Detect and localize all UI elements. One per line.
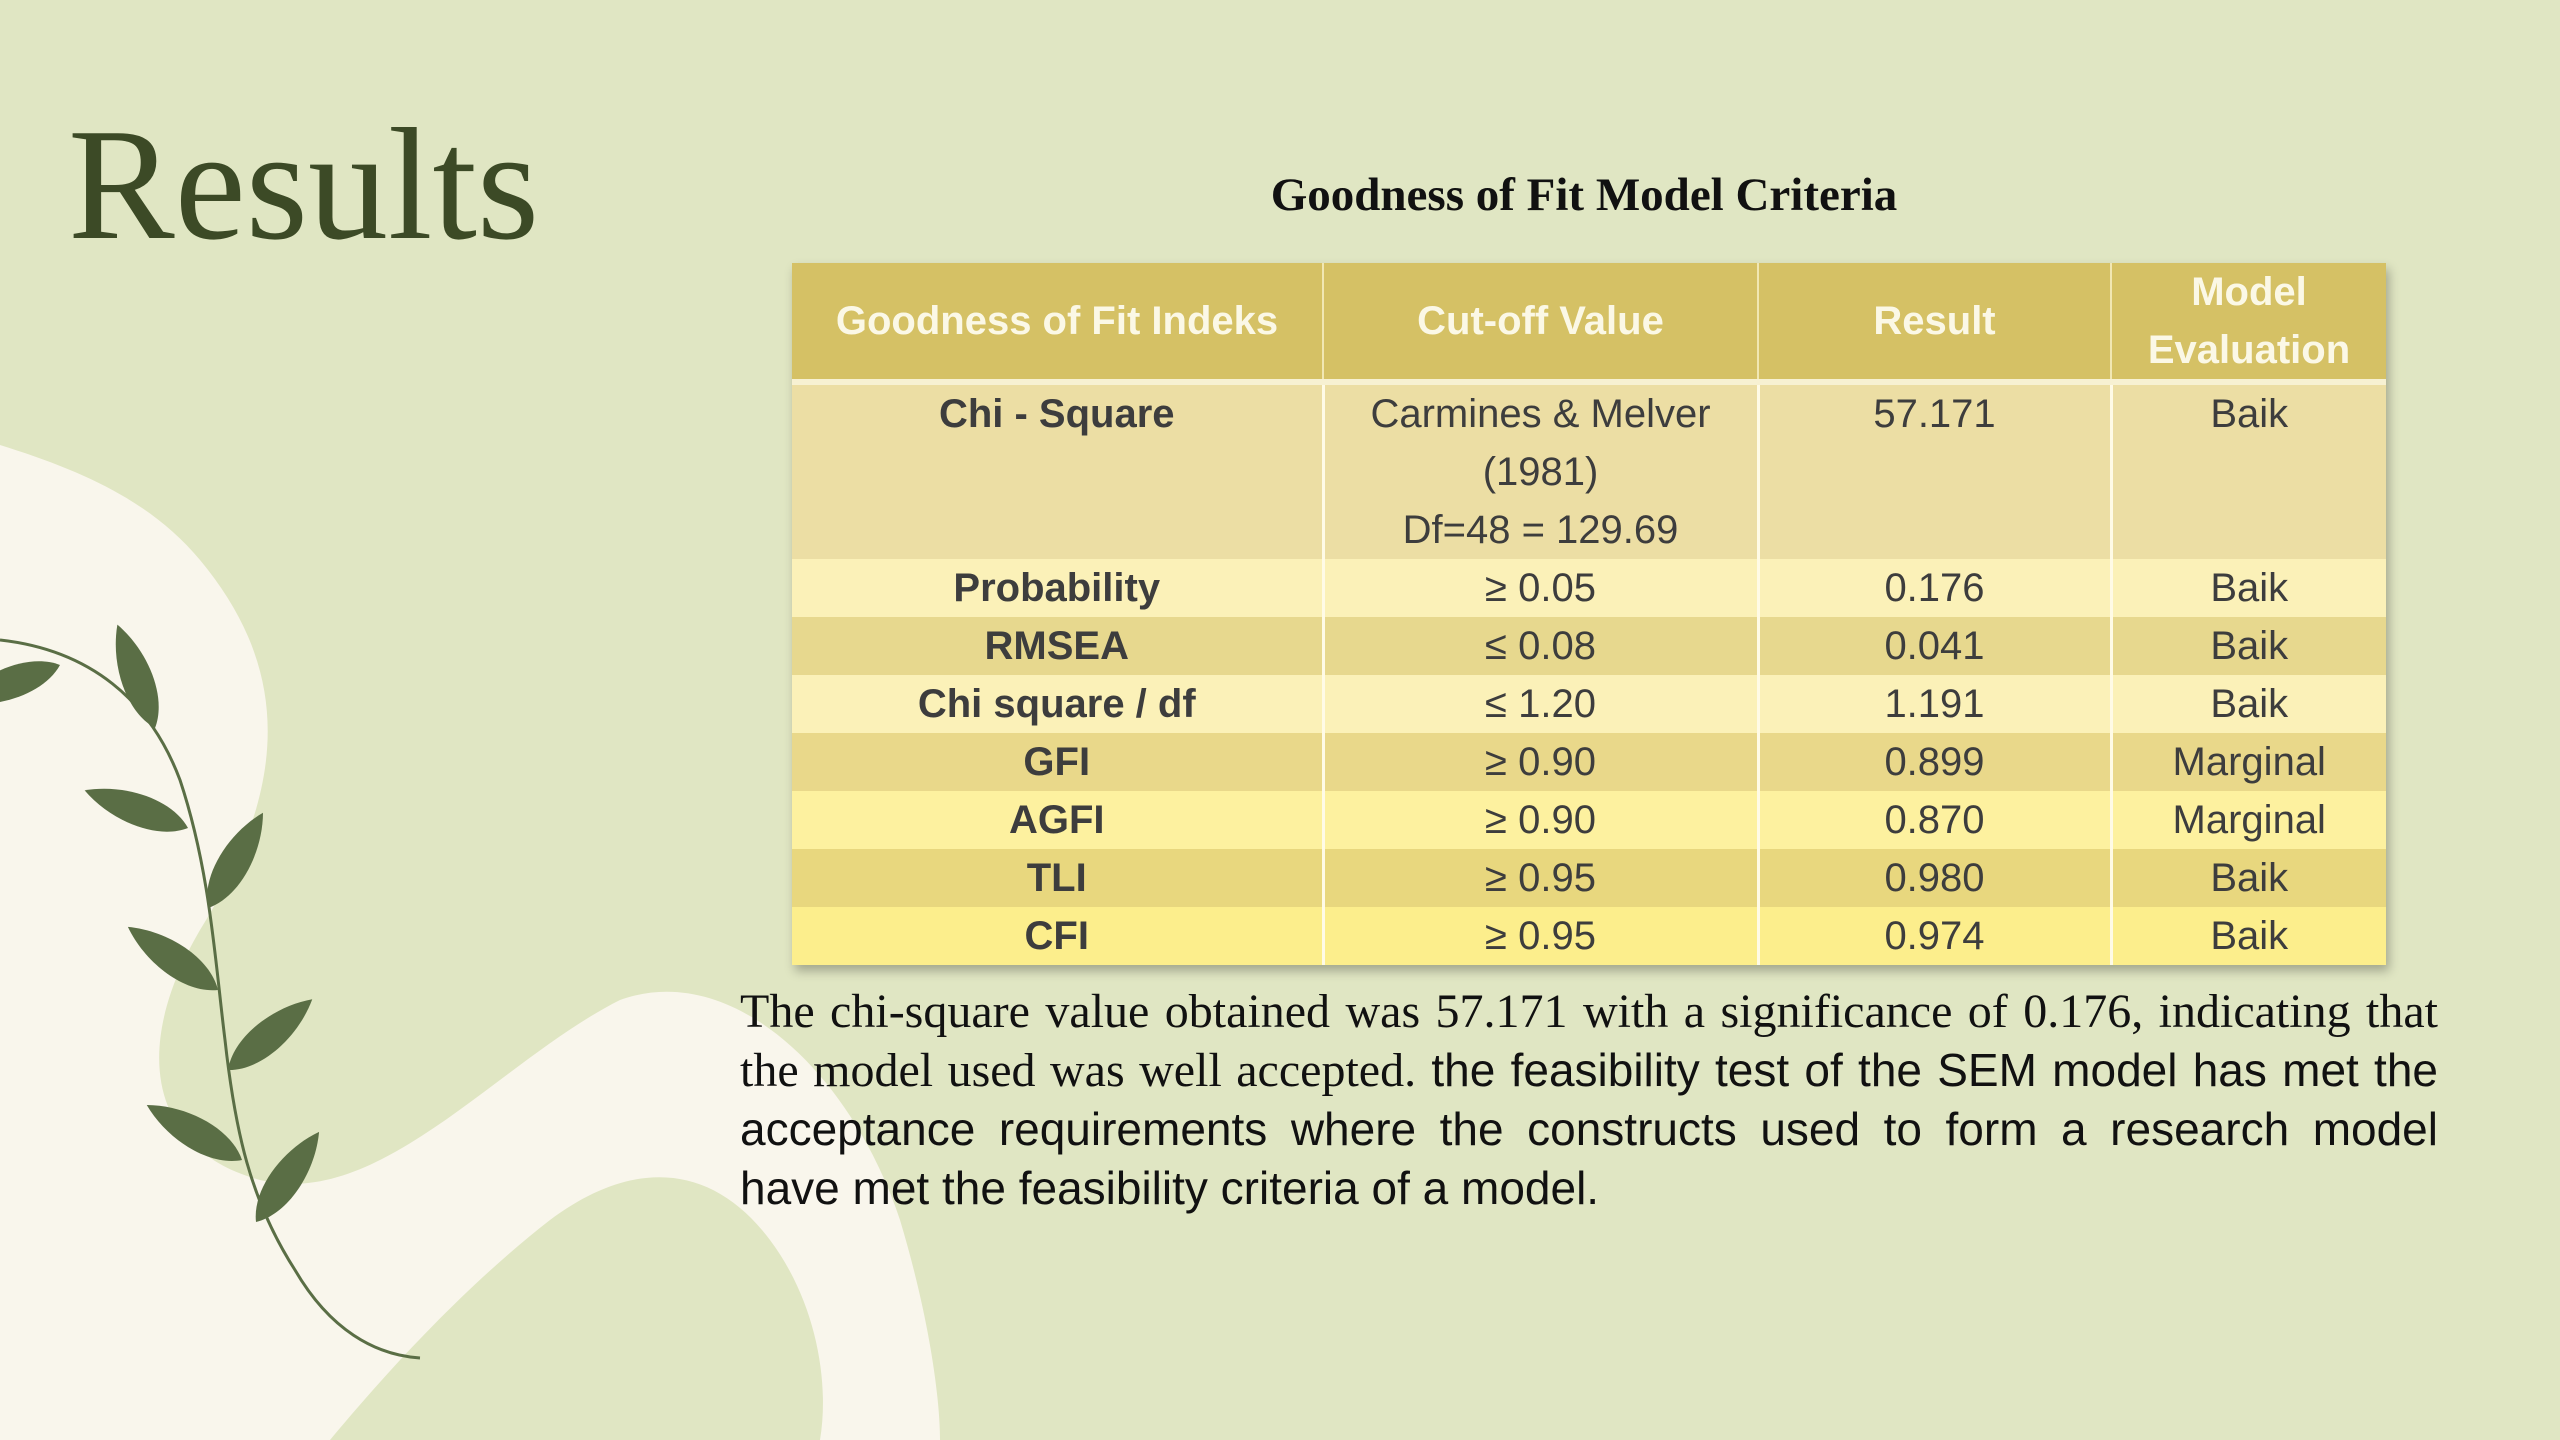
table-row <box>792 617 2386 675</box>
result-cell: 0.899 <box>1758 733 2111 791</box>
header-result: Result <box>1758 263 2111 382</box>
result-cell: 0.870 <box>1758 791 2111 849</box>
header-model-evaluation-line: Evaluation <box>2147 328 2351 372</box>
cutoff-cell <box>1323 382 1758 559</box>
results-paragraph <box>740 982 2438 1218</box>
header-model-evaluation <box>2111 263 2386 382</box>
paragraph-sans-part: the feasibility test of the SEM model has met the acceptance requirements where the constructs used to form a research model have met the feasibility criteria of a model. <box>740 1044 2439 1214</box>
evaluation-cell: Baik <box>2111 559 2386 617</box>
cutoff-cell: ≥ 0.05 <box>1323 559 1758 617</box>
evaluation-cell: Baik <box>2111 907 2386 965</box>
table-row <box>792 382 2386 559</box>
table-row <box>792 907 2386 965</box>
header-cutoff-value: Cut-off Value <box>1323 263 1758 382</box>
index-cell: Chi square / df <box>792 675 1323 733</box>
cutoff-cell: ≥ 0.95 <box>1323 907 1758 965</box>
index-cell: AGFI <box>792 791 1323 849</box>
evaluation-cell: Baik <box>2111 849 2386 907</box>
result-cell: 0.974 <box>1758 907 2111 965</box>
index-cell: Probability <box>792 559 1323 617</box>
cutoff-line: Carmines & Melver <box>1370 392 1711 436</box>
result-cell: 0.176 <box>1758 559 2111 617</box>
table-row <box>792 849 2386 907</box>
cutoff-cell: ≤ 1.20 <box>1323 675 1758 733</box>
cutoff-line: (1981) <box>1482 450 1599 494</box>
index-cell: GFI <box>792 733 1323 791</box>
result-cell: 1.191 <box>1758 675 2111 733</box>
table-caption: Goodness of Fit Model Criteria <box>1270 169 1898 221</box>
table-row <box>792 791 2386 849</box>
goodness-of-fit-table <box>792 263 2386 965</box>
result-cell: 0.980 <box>1758 849 2111 907</box>
header-model-evaluation-line: Model <box>2191 270 2307 314</box>
index-cell: Chi - Square <box>792 382 1323 559</box>
index-cell: CFI <box>792 907 1323 965</box>
header-goodness-of-fit-indeks: Goodness of Fit Indeks <box>792 263 1323 382</box>
cutoff-cell: ≥ 0.90 <box>1323 791 1758 849</box>
leaf-icon <box>218 987 323 1082</box>
index-cell: TLI <box>792 849 1323 907</box>
table-row <box>792 559 2386 617</box>
evaluation-cell: Baik <box>2111 382 2386 559</box>
result-cell: 57.171 <box>1758 382 2111 559</box>
table-row <box>792 675 2386 733</box>
evaluation-cell: Baik <box>2111 675 2386 733</box>
evaluation-cell: Baik <box>2111 617 2386 675</box>
table-header-row <box>792 263 2386 382</box>
cutoff-cell: ≥ 0.95 <box>1323 849 1758 907</box>
cutoff-cell: ≥ 0.90 <box>1323 733 1758 791</box>
evaluation-cell: Marginal <box>2111 733 2386 791</box>
cutoff-cell: ≤ 0.08 <box>1323 617 1758 675</box>
table-row <box>792 733 2386 791</box>
page-title: Results <box>68 95 540 273</box>
evaluation-cell: Marginal <box>2111 791 2386 849</box>
index-cell: RMSEA <box>792 617 1323 675</box>
paragraph-serif-part: The chi-square value obtained was 57.171 with a significance of 0.176, indicating that the model used was well accepted. <box>740 985 2438 1097</box>
result-cell: 0.041 <box>1758 617 2111 675</box>
cutoff-line: Df=48 = 129.69 <box>1402 508 1679 552</box>
